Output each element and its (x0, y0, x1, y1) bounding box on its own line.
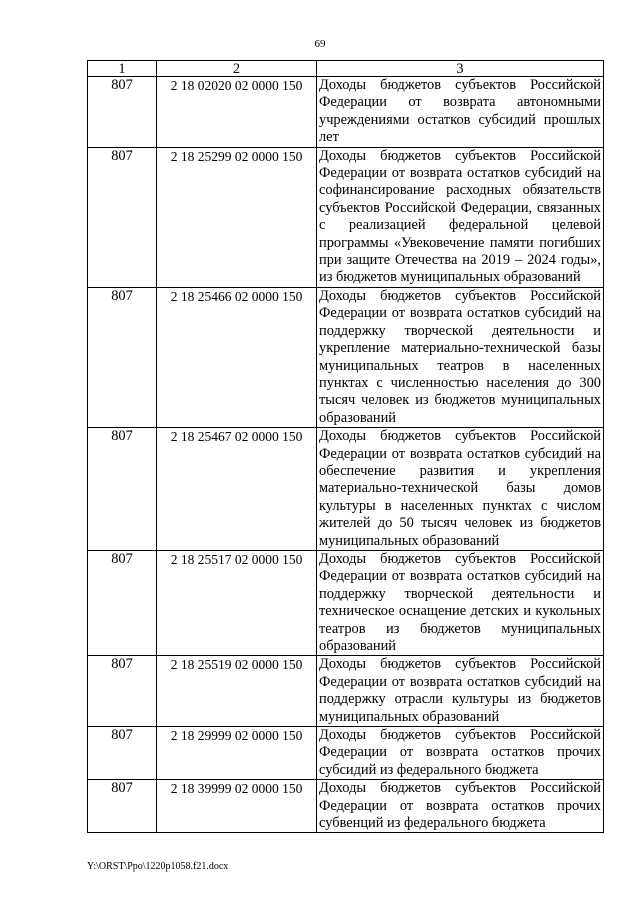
admin-code-cell: 807 (88, 428, 157, 551)
column-header-2: 2 (157, 61, 317, 77)
description-cell: Доходы бюджетов субъектов Российской Федерации от возврата остатков субсидий на поддержку творческой деятельности и техническое оснащение детских и кукольных театров из бюджетов муниципальных образований (317, 550, 604, 655)
admin-code-cell: 807 (88, 77, 157, 148)
table-header-row (88, 61, 604, 77)
table-body (88, 61, 604, 833)
column-header-1: 1 (88, 61, 157, 77)
table-row (88, 780, 604, 833)
table-row (88, 287, 604, 427)
table-row (88, 77, 604, 148)
budget-code-cell: 2 18 39999 02 0000 150 (157, 780, 317, 833)
table-row (88, 727, 604, 780)
budget-code-cell: 2 18 25299 02 0000 150 (157, 147, 317, 287)
footer-file-path: Y:\ORST\Ppo\1220p1058.f21.docx (87, 861, 229, 872)
admin-code-cell: 807 (88, 727, 157, 780)
budget-code-cell: 2 18 25467 02 0000 150 (157, 428, 317, 551)
revenue-codes-table (87, 60, 604, 833)
admin-code-cell: 807 (88, 780, 157, 833)
description-cell: Доходы бюджетов субъектов Российской Федерации от возврата остатков прочих субвенций из федерального бюджета (317, 780, 604, 833)
description-cell: Доходы бюджетов субъектов Российской Федерации от возврата автономными учреждениями остатков субсидий прошлых лет (317, 77, 604, 148)
budget-code-cell: 2 18 25466 02 0000 150 (157, 287, 317, 427)
page-number: 69 (314, 38, 326, 50)
description-cell: Доходы бюджетов субъектов Российской Федерации от возврата остатков субсидий на софинансирование расходных обязательств субъектов Российской Федерации, связанных с реализацией федеральной целевой программы «Увековечение памяти погибших при защите Отечества на 2019 – 2024 годы», из бюджетов муниципальных образований (317, 147, 604, 287)
admin-code-cell: 807 (88, 287, 157, 427)
table-row (88, 147, 604, 287)
admin-code-cell: 807 (88, 550, 157, 655)
budget-code-cell: 2 18 25517 02 0000 150 (157, 550, 317, 655)
budget-code-cell: 2 18 02020 02 0000 150 (157, 77, 317, 148)
table-row (88, 550, 604, 655)
description-cell: Доходы бюджетов субъектов Российской Федерации от возврата остатков субсидий на поддержку творческой деятельности и укрепление материально-технической базы муниципальных театров в населенных пунктах с численностью населения до 300 тысяч человек из бюджетов муниципальных образований (317, 287, 604, 427)
description-cell: Доходы бюджетов субъектов Российской Федерации от возврата остатков субсидий на обеспечение развития и укрепления материально-технической базы домов культуры в населенных пунктах с числом жителей до 50 тысяч человек из бюджетов муниципальных образований (317, 428, 604, 551)
admin-code-cell: 807 (88, 656, 157, 727)
table-row (88, 656, 604, 727)
column-header-3: 3 (317, 61, 604, 77)
description-cell: Доходы бюджетов субъектов Российской Федерации от возврата остатков субсидий на поддержку отрасли культуры из бюджетов муниципальных образований (317, 656, 604, 727)
budget-code-cell: 2 18 29999 02 0000 150 (157, 727, 317, 780)
table-row (88, 428, 604, 551)
admin-code-cell: 807 (88, 147, 157, 287)
description-cell: Доходы бюджетов субъектов Российской Федерации от возврата остатков прочих субсидий из федерального бюджета (317, 727, 604, 780)
budget-code-cell: 2 18 25519 02 0000 150 (157, 656, 317, 727)
